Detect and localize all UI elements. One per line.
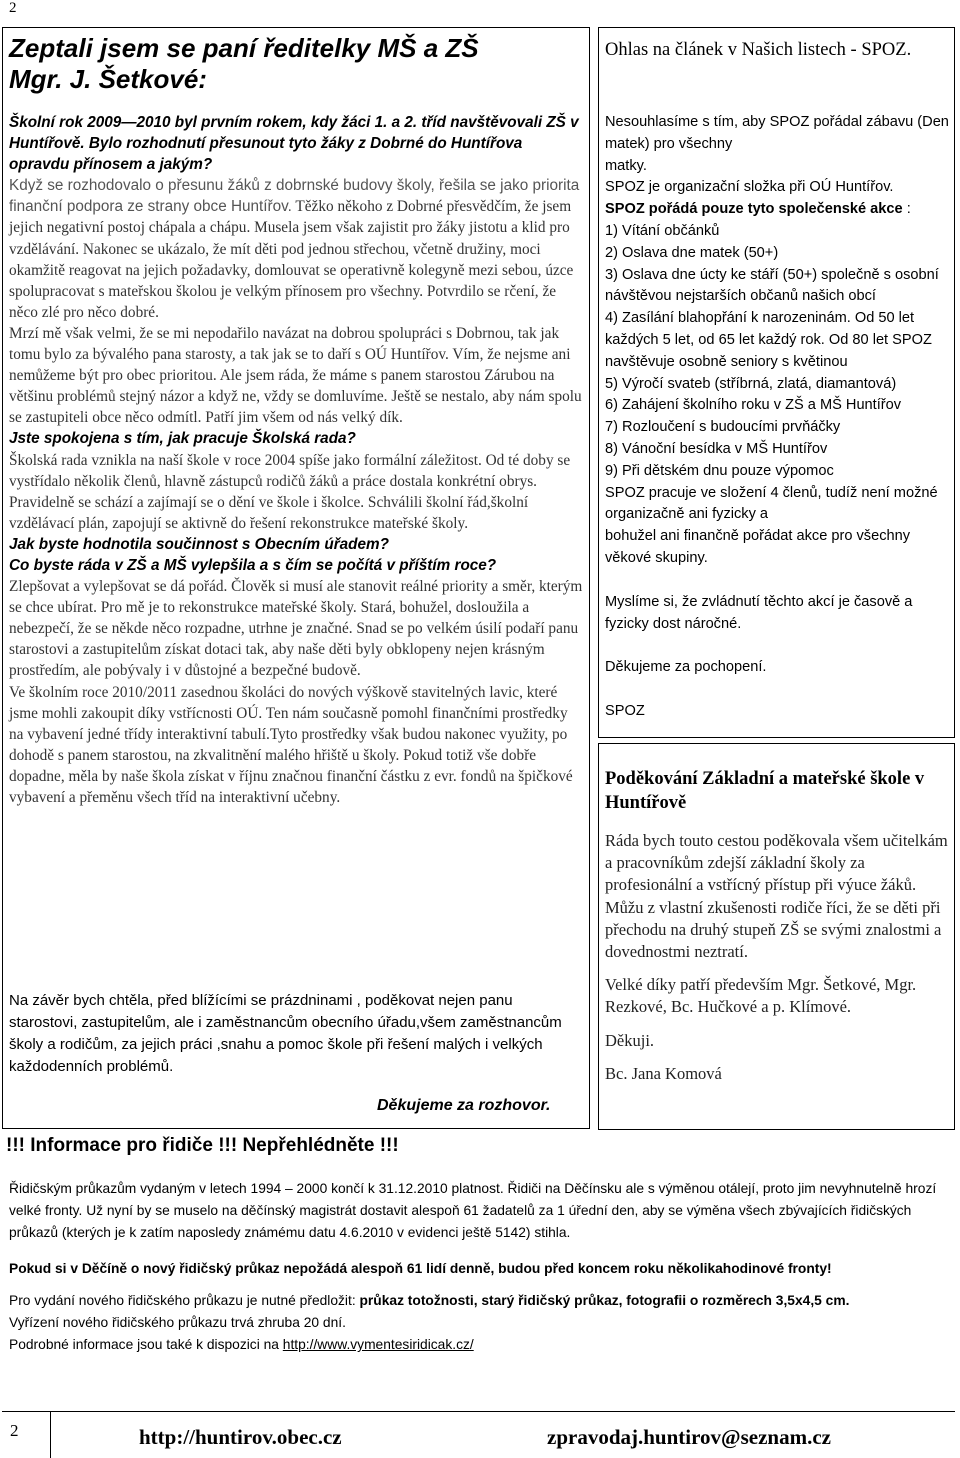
spoz-body <box>605 112 950 723</box>
spoz-event: 5) Výročí svateb (stříbrná, zlatá, diamantová) <box>605 375 897 392</box>
interview-body <box>9 112 585 808</box>
spoz-signature: SPOZ <box>605 703 645 720</box>
question-4: Co byste ráda v ZŠ a MŠ vylepšila a s čím se počítá v příštím roce? <box>9 556 497 574</box>
thanks-paragraph: Velké díky patří především Mgr. Šetkové, Mgr. Rezkové, Bc. Hučkové a p. Klímové. <box>605 975 917 1017</box>
page-number-top: 2 <box>9 0 17 16</box>
spoz-para2: Myslíme si, že zvládnutí těchto akcí je časově a fyzicky dost náročné. <box>605 593 913 632</box>
drivers-title: !!! Informace pro řidiče !!! Nepřehlédněte !!! <box>6 1135 399 1156</box>
answer-1-rest: Těžko někoho z Dobrné přesvědčím, že jsem jejich negativní postoj chápala a chápu. Musela jsem však zajistit pro žáky jistotu a klid pro vzdělávání. Nakonec se ukázalo, že mít děti pod jednou střechou, včetně družiny, moci okamžitě reagovat na jejich požadavky, domlouvat se operativně kolegyně mezi sebou, úzce spolupracovat s mateřskou školou je velkým přínosem pro všechny. Potvrdilo se rčení, že něco zlé pro něco dobré. <box>9 198 574 321</box>
question-3: Jak byste hodnotila součinnost s Obecním úřadem? <box>9 535 389 553</box>
question-2: Jste spokojena s tím, jak pracuje Školská rada? <box>9 430 356 448</box>
answer-4-part2: Ve školním roce 2010/2011 zasednou školáci do nových výškově stavitelných lavic, které jsme mohli zakoupit díky vstřícnosti OÚ. Ten nám současně pomohl finančními prostředky na vybavení jedné třídy interaktivní tabulí.Tyto prostředky však budou nakonec využity, po dohodě s panem starostou, na zkvalitnění malého hřiště u školy. Pokud totiž vše dobře dopadne, měla by naše škola získat v říjnu značnou finanční částku z evr. fondů na špičkové vybavení a přeměnu všech tříd na interaktivní učebny. <box>9 683 573 806</box>
drivers-paragraph-1: Řidičským průkazům vydaným v letech 1994 – 2000 končí k 31.12.2010 platnost. Řidiči na Děčínsku ale s výměnou otálejí, proto jim nevyhnutelně hrozí velké fronty. Už nyní by se muselo na děčínský magistrát dostavit alespoň 61 žadatelů za 1 úřední den, aby se výměna všech zbývajících řidičských průkazů (kterých je k zatím naposledy známému datu 4.6.2010 v evidenci ještě 5142) stihla. <box>9 1181 937 1240</box>
footer-email: zpravodaj.huntirov@seznam.cz <box>547 1425 831 1449</box>
spoz-event: 1) Vítání občánků <box>605 222 720 239</box>
spoz-title: Ohlas na článek v Našich listech - SPOZ. <box>605 40 912 60</box>
spoz-line: matky. <box>605 157 647 174</box>
spoz-event: SPOZ pracuje ve složení 4 členů, tudíž není možné organizačně ani fyzicky a <box>605 484 938 523</box>
drivers-paragraph-3 <box>9 1290 954 1312</box>
answer-1-part1 <box>9 175 585 323</box>
question-1: Školní rok 2009—2010 byl prvním rokem, kdy žáci 1. a 2. tříd navštěvovali ZŠ v Huntířově. Bylo rozhodnutí přesunout tyto žáky z Dobrné do Huntířova opravdu přínosem a jakým? <box>9 114 579 174</box>
footer-url: http://huntirov.obec.cz <box>139 1425 342 1449</box>
interview-title-line1: Zeptali jsem se paní ředitelky MŠ a ZŠ <box>9 33 479 63</box>
interview-thanks: Děkujeme za rozhovor. <box>377 1097 551 1114</box>
drivers-body <box>9 1178 954 1356</box>
answer-4-part1: Zlepšovat a vylepšovat se dá pořád. Člověk si musí ale stanovit reálné priority a směr, kterým se chce ubírat. Pro mě je to rekonstrukce mateřské školy. Stará, bohužel, dosloužila a nebezpečí, že se někde něco rozpadne, utrhne je značné. Snad se po velkém úsilí podaří panu starostovi a zastupitelům získat dotaci tak, aby naše děti byly obklopeny nejen krásným prostředím, ale pobývaly i v důstojné a bezpečné budově. <box>9 578 583 680</box>
spoz-para3: Děkujeme za pochopení. <box>605 659 767 676</box>
spoz-event: 3) Oslava dne úcty ke stáří (50+) společně s osobní návštěvou nejstarších občanů našich obcí <box>605 266 939 305</box>
interview-title-line2: Mgr. J. Šetkové: <box>9 64 207 94</box>
answer-1-part3: Mrzí mě však velmi, že se mi nepodařilo navázat na dobrou spolupráci s Dobrnou, tak jak tomu bylo za bývalého pana starosty, a tak jak se to daří s OÚ Huntířov. Vím, že nejsme ani nemůžeme být pro obec prioritou. Ale jsem ráda, že máme s panem starostou Zárubou na většinu problémů stejný názor a když ne, vždy se domluvíme. Ještě se nestalo, aby nám spolu se zastupiteli obce něco odmítl. Patří jim všem od nás velký dík. <box>9 324 582 427</box>
spoz-events-heading-bold: SPOZ pořádá pouze tyto společenské akce <box>605 201 903 218</box>
spoz-event: 6) Zahájení školního roku v ZŠ a MŠ Huntířov <box>605 397 902 414</box>
answer-2: Školská rada vznikla na naší škole v roce 2004 spíše jako formální záležitost. Od té doby se vystřídalo několik členů, hlavně zástupců rodičů žáků a práce dostala konkrétní obrys. Pravidelně se schází a zajímají se o dění ve škole i školce. Schválili školní řád,školní vzdělávací plán, zapojují se aktivně do řešení rekonstrukce mateřské školy. <box>9 451 571 532</box>
drivers-info-link[interactable]: http://www.vymentesiridicak.cz/ <box>282 1337 474 1352</box>
spoz-event: 2) Oslava dne matek (50+) <box>605 244 779 261</box>
footer-divider <box>2 1411 955 1412</box>
thanks-body <box>605 830 950 1096</box>
spoz-event: 4) Zasílání blahopřání k narozeninám. Od 50 let každých 5 let, od 65 let každý rok. Od 80 let SPOZ navštěvuje osobně seniory s květinou <box>605 310 932 370</box>
thanks-signature: Bc. Jana Komová <box>605 1063 722 1083</box>
drivers-p3-bold: průkaz totožnosti, starý řidičský průkaz, fotografii o rozměrech 3,5x4,5 cm. <box>359 1293 850 1308</box>
answer-1-lead: Když se rozhodovalo o přesunu žáků z dobrnské budovy školy, řešila se jako priorita finanční podpora ze strany obce Huntířov. <box>9 177 580 216</box>
spoz-event: 9) Při dětském dnu pouze výpomoc <box>605 462 834 479</box>
spoz-line: SPOZ je organizační složka při OÚ Huntířov. <box>605 179 894 196</box>
drivers-paragraph-4: Vyřízení nového řidičského průkazu trvá zhruba 20 dní. <box>9 1315 346 1330</box>
drivers-paragraph-5 <box>9 1334 954 1356</box>
drivers-p5-start: Podrobné informace jsou také k dispozici na <box>9 1337 283 1352</box>
thanks-paragraph: Děkuji. <box>605 1030 655 1050</box>
interview-title <box>9 33 584 95</box>
spoz-event: 8) Vánoční besídka v MŠ Huntířov <box>605 440 828 457</box>
spoz-event: 7) Rozloučení s budoucími prvňáčky <box>605 419 841 436</box>
spoz-event: bohužel ani finančně pořádat akce pro všechny věkové skupiny. <box>605 528 911 566</box>
drivers-p3-start: Pro vydání nového řidičského průkazu je nutné předložit: <box>9 1293 360 1308</box>
spoz-events-heading <box>605 199 950 221</box>
interview-closing: Na závěr bych chtěla, před blížícími se prázdninami , poděkovat nejen panu starostovi, zastupitelům, ale i zaměstnancům obecního úřadu,všem zaměstnancům školy a rodičům, za jejich práci ,snahu a pomoc škole při řešení malých i velkých každodenních problémů. <box>9 992 562 1075</box>
spoz-events-heading-rest: : <box>902 201 911 218</box>
thanks-paragraph: Ráda bych touto cestou poděkovala všem učitelkám a pracovníkům zdejší základní školy za profesionální a vstřícný přístup při výuce žáků. Můžu z vlastní zkušenosti rodiče říci, že se děti při přechodu na druhý stupeň ZŠ se svými znalostmi a dovednostmi neztratí. <box>605 831 948 962</box>
thanks-title: Poděkování Základní a mateřské škole v Huntířově <box>605 769 925 813</box>
footer-page-number: 2 <box>10 1421 19 1440</box>
footer-vertical-divider <box>50 1411 51 1458</box>
drivers-paragraph-2: Pokud si v Děčíně o nový řidičský průkaz nepožádá alespoň 61 lidí denně, budou před koncem roku několikahodinové fronty! <box>9 1261 832 1276</box>
spoz-line: Nesouhlasíme s tím, aby SPOZ pořádal zábavu (Den matek) pro všechny <box>605 114 949 152</box>
